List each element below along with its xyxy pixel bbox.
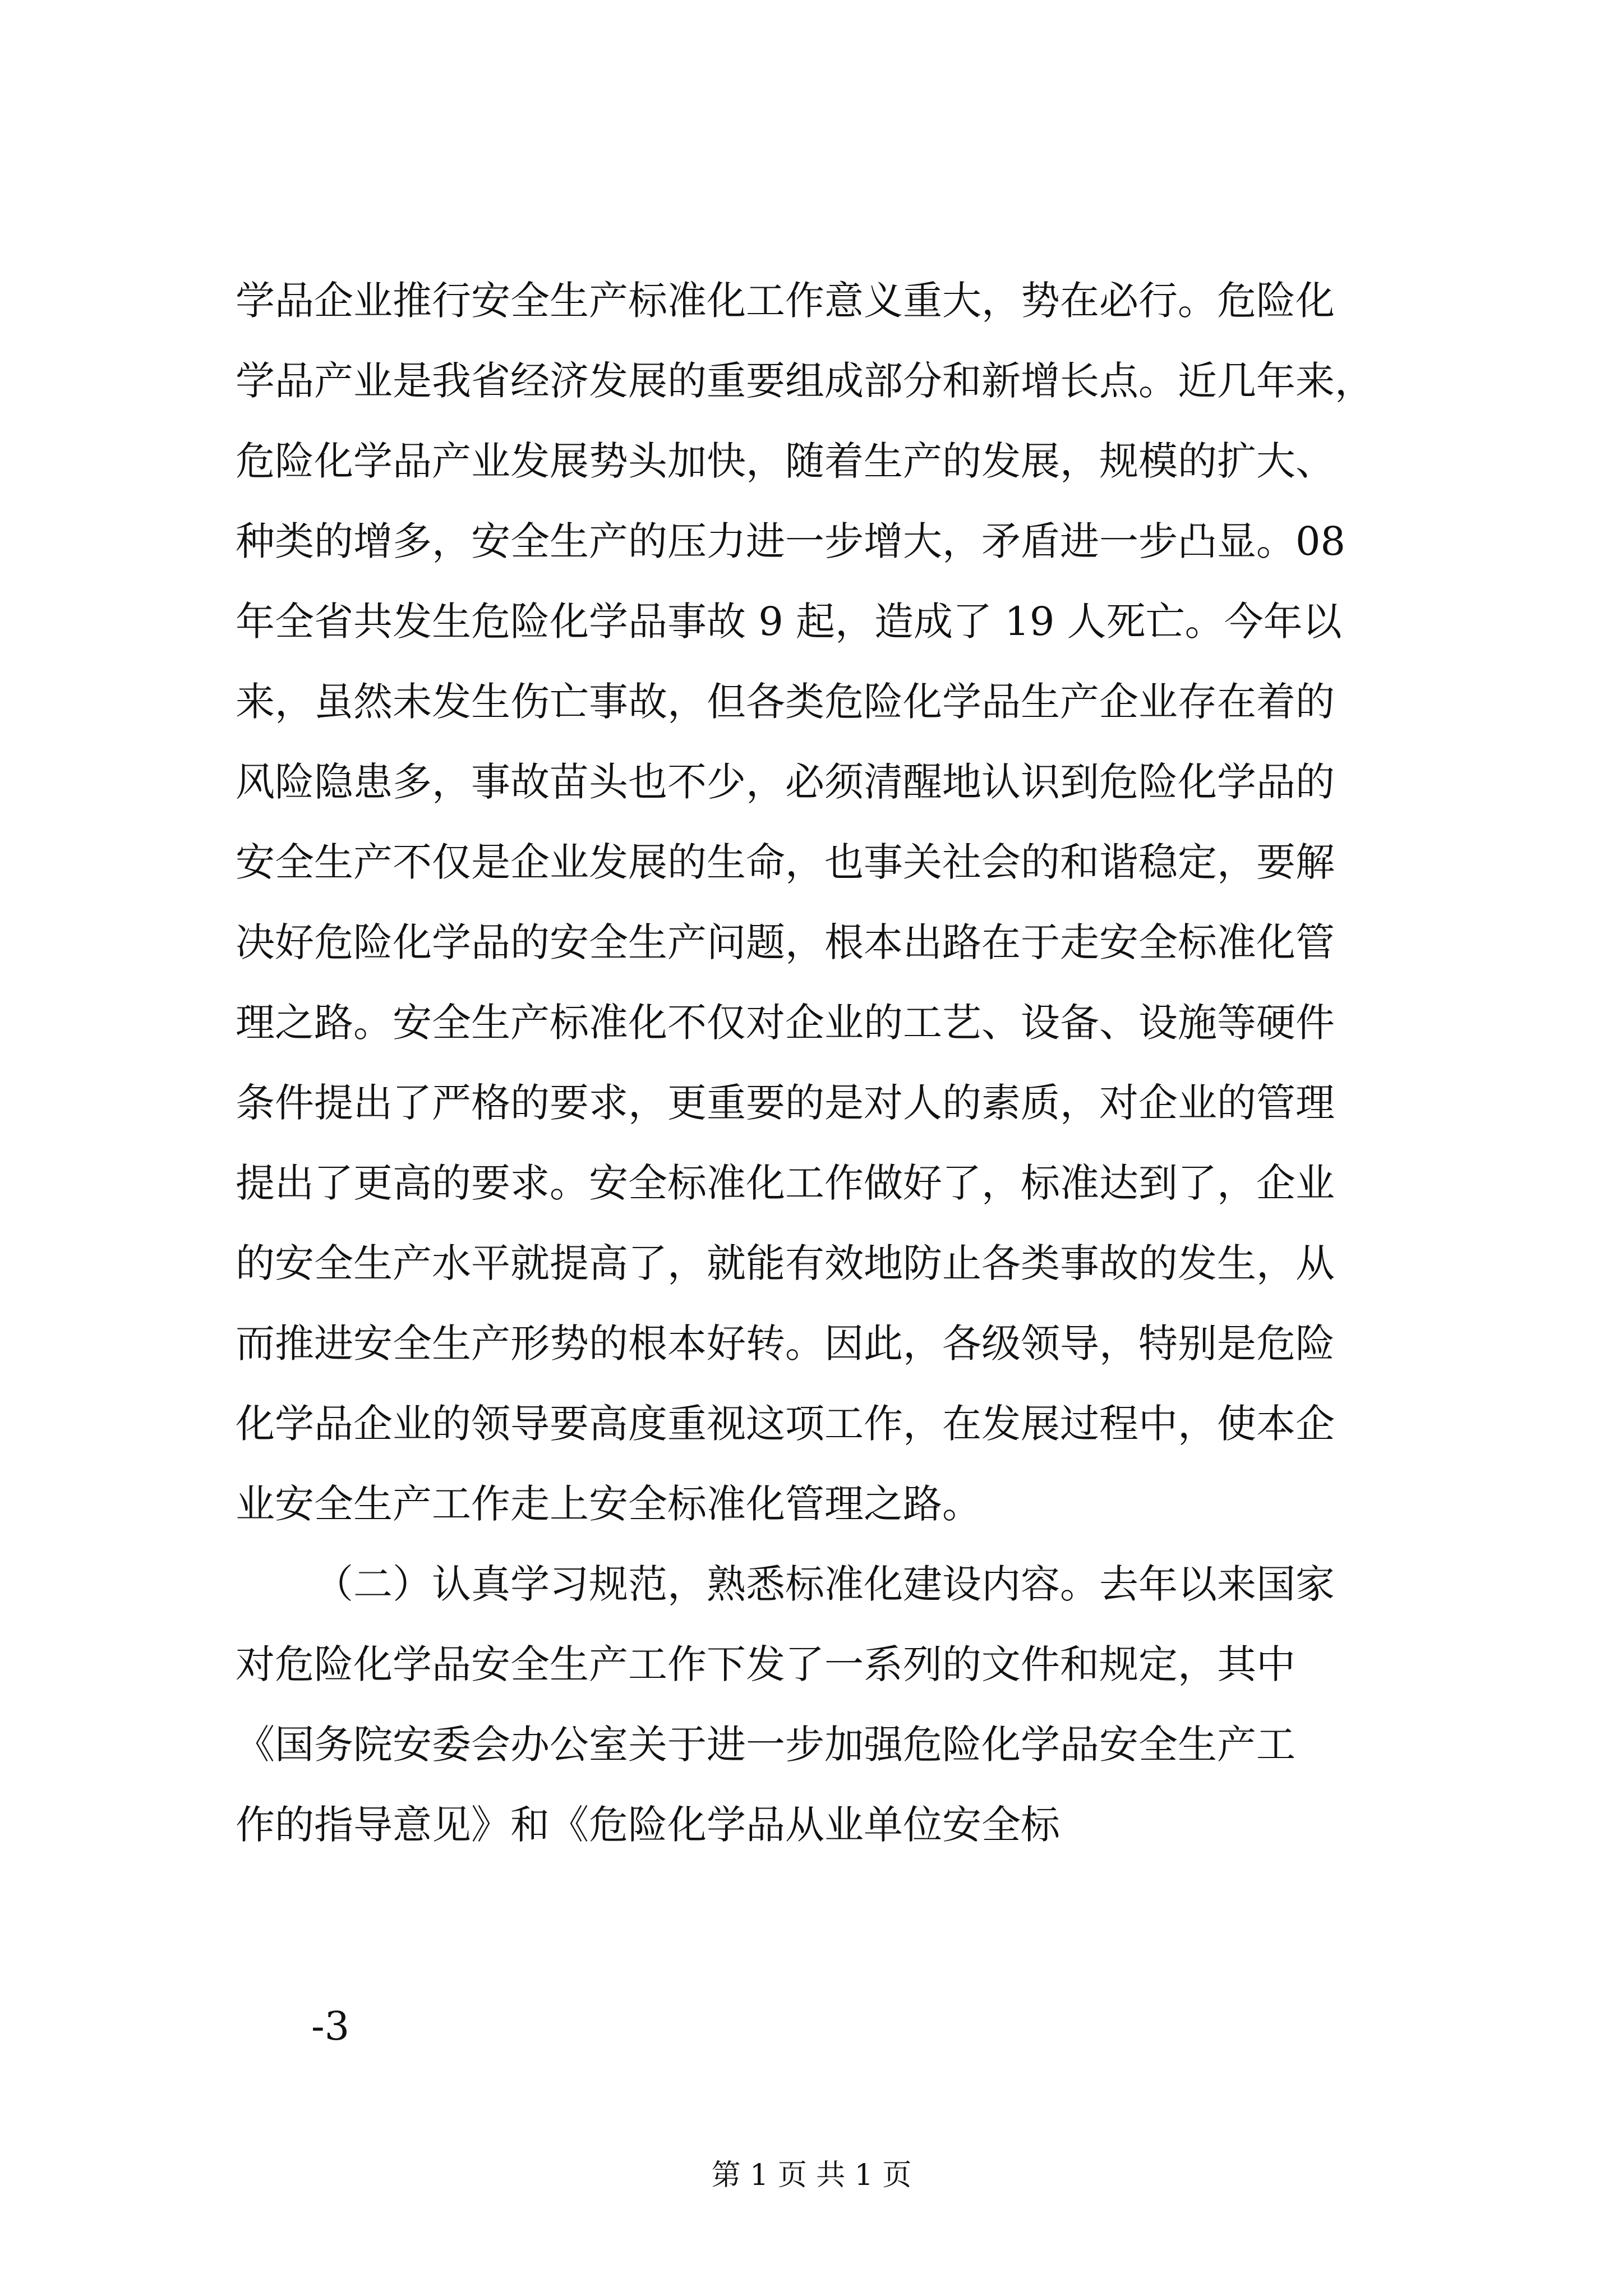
text-line: 条件提出了严格的要求，更重要的是对人的素质，对企业的管理	[236, 1080, 1335, 1126]
text-line: 种类的增多，安全生产的压力进一步增大，矛盾进一步凸显。08	[236, 518, 1346, 564]
text-line: 化学品企业的领导要高度重视这项工作，在发展过程中，使本企	[236, 1401, 1335, 1447]
page-marker: -3	[311, 2003, 350, 2049]
text-line: 理之路。安全生产标准化不仅对企业的工艺、设备、设施等硬件	[236, 1000, 1335, 1046]
text-line: 来，虽然未发生伤亡事故，但各类危险化学品生产企业存在着的	[236, 679, 1335, 725]
text-line: 作的指导意见》和《危险化学品从业单位安全标	[236, 1802, 1060, 1848]
text-line: 决好危险化学品的安全生产问题，根本出路在于走安全标准化管	[236, 919, 1335, 965]
text-line: 而推进安全生产形势的根本好转。因此，各级领导，特别是危险	[236, 1320, 1335, 1366]
text-line: （二）认真学习规范，熟悉标准化建设内容。去年以来国家	[314, 1561, 1335, 1607]
paragraph-2	[236, 1544, 1475, 1865]
text-line: 提出了更高的要求。安全标准化工作做好了，标准达到了，企业	[236, 1160, 1335, 1206]
text-line: 学品产业是我省经济发展的重要组成部分和新增长点。近几年来，	[236, 358, 1374, 404]
text-line: 学品企业推行安全生产标准化工作意义重大，势在必行。危险化	[236, 278, 1335, 324]
page-footer: 第 1 页 共 1 页	[711, 2159, 912, 2192]
text-line: 风险隐患多，事故苗头也不少，必须清醒地认识到危险化学品的	[236, 759, 1335, 805]
text-line: 安全生产不仅是企业发展的生命，也事关社会的和谐稳定，要解	[236, 839, 1335, 885]
document-body	[236, 261, 1475, 1865]
text-line: 业安全生产工作走上安全标准化管理之路。	[236, 1481, 981, 1527]
paragraph-1	[236, 261, 1475, 1544]
text-line: 《国务院安委会办公室关于进一步加强危险化学品安全生产工	[236, 1722, 1295, 1768]
text-line: 年全省共发生危险化学品事故 9 起，造成了 19 人死亡。今年以	[236, 599, 1342, 645]
text-line: 的安全生产水平就提高了，就能有效地防止各类事故的发生，从	[236, 1240, 1335, 1286]
text-line: 对危险化学品安全生产工作下发了一系列的文件和规定，其中	[236, 1641, 1295, 1687]
text-line: 危险化学品产业发展势头加快，随着生产的发展，规模的扩大、	[236, 438, 1335, 484]
